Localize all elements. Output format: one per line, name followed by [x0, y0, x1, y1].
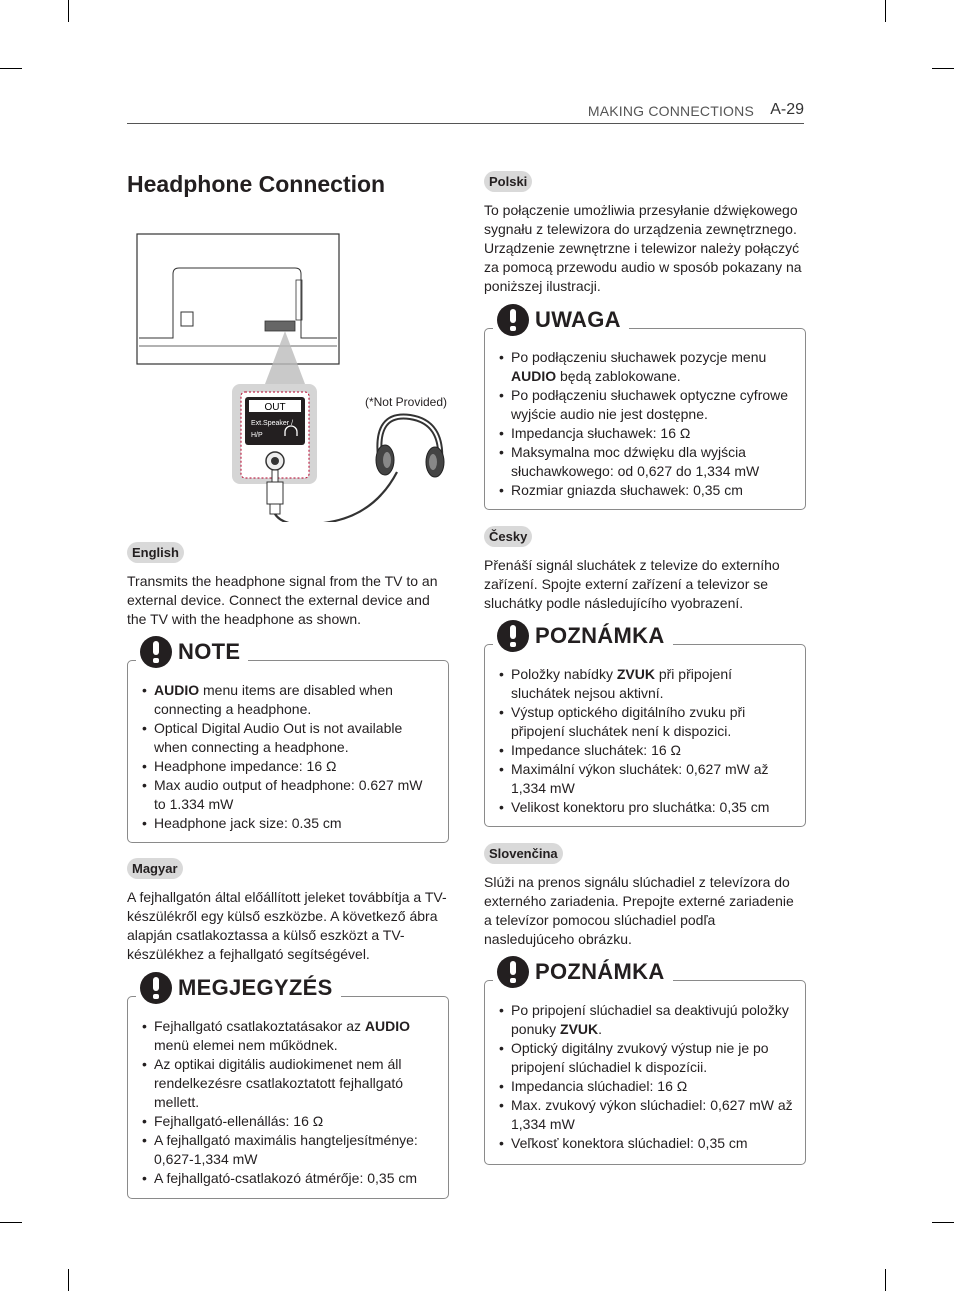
tv-back-panel-icon — [137, 234, 339, 384]
crop-mark — [0, 68, 22, 69]
slovencina-text: Slúži na prenos signálu slúchadiel z televízora do externého zariadenia. Prepojte externé zariadenie a televízor pomocou slúchadiel podľa nasledujúceho obrázku. — [484, 874, 794, 947]
note-header — [136, 637, 248, 667]
crop-mark — [68, 0, 69, 22]
port-hp-label: H/P — [251, 432, 263, 439]
exclamation-icon — [140, 972, 172, 1004]
port-panel-icon — [232, 384, 317, 484]
note-item: • Fejhallgató-ellenállás: 16 Ω — [142, 1112, 438, 1131]
note-item: • Impedancia slúchadiel: 16 Ω — [499, 1077, 795, 1096]
exclamation-icon — [140, 636, 172, 668]
crop-mark — [885, 0, 886, 22]
english-note-list — [142, 681, 438, 833]
note-item: • Max audio output of headphone: 0.627 mW to 1.334 mW — [142, 776, 438, 814]
note-item: • Maximální výkon sluchátek: 0,627 mW až 1,334 mW — [499, 760, 795, 798]
note-header — [493, 621, 673, 651]
note-item: • A fejhallgató-csatlakozó átmérője: 0,35 cm — [142, 1169, 438, 1188]
exclamation-icon — [497, 620, 529, 652]
headphone-connection-illustration — [135, 232, 450, 522]
lang-badge-slovencina: Slovenčina — [484, 843, 563, 864]
note-item: • Velikost konektoru pro sluchátka: 0,35 cm — [499, 798, 795, 817]
page-title: Headphone Connection — [127, 171, 386, 197]
port-ext-speaker-label: Ext.Speaker / — [251, 420, 294, 427]
headphones-icon — [376, 417, 444, 478]
note-item: • Headphone jack size: 0.35 cm — [142, 814, 438, 833]
port-out-label: OUT — [264, 402, 286, 413]
note-item: • A fejhallgató maximális hangteljesítménye: 0,627-1,334 mW — [142, 1131, 438, 1169]
note-item: • AUDIO menu items are disabled when connecting a headphone. — [142, 681, 438, 719]
section-title: MAKING CONNECTIONS — [587, 103, 754, 119]
note-item: • Impedancja słuchawek: 16 Ω — [499, 424, 795, 443]
note-item: • Optický digitálny zvukový výstup nie je po pripojení slúchadiel k dispozícii. — [499, 1039, 795, 1077]
exclamation-icon — [497, 956, 529, 988]
crop-mark — [68, 1269, 69, 1291]
note-item: • Fejhallgató csatlakoztatásakor az AUDIO menü elemei nem működnek. — [142, 1017, 438, 1055]
note-item: • Max. zvukový výkon slúchadiel: 0,627 mW až 1,334 mW — [499, 1096, 795, 1134]
note-item: • Výstup optického digitálního zvuku při připojení sluchátek není k dispozici. — [499, 703, 795, 741]
note-header — [136, 973, 341, 1003]
cesky-text: Přenáší signál sluchátek z televize do externího zařízení. Spojte externí zařízení a televizor se sluchátky podle následujícího vyobrazení. — [484, 557, 780, 611]
page-header — [127, 101, 804, 124]
note-item: • Impedance sluchátek: 16 Ω — [499, 741, 795, 760]
note-item: • Az optikai digitális audiokimenet nem áll rendelkezésre csatlakoztatott fejhallgató mellett. — [142, 1055, 438, 1112]
magyar-text: A fejhallgatón által előállított jeleket továbbítja a TV-készülékről egy külső eszközbe. A következő ábra alapján csatlakoztassa a külső eszközt a TV-készülékhez a fejhallgató segítségével. — [127, 889, 447, 962]
note-title: NOTE — [178, 639, 241, 664]
page-number: A-29 — [770, 101, 804, 118]
note-item: • Položky nabídky ZVUK při připojení sluchátek nejsou aktivní. — [499, 665, 795, 703]
lang-badge-polski: Polski — [484, 171, 532, 192]
lang-badge-cesky: Česky — [484, 526, 532, 547]
note-title: UWAGA — [535, 307, 621, 332]
polski-note-box — [484, 307, 806, 510]
polski-note-list — [499, 348, 795, 500]
crop-mark — [885, 1269, 886, 1291]
note-item: • Po podłączeniu słuchawek pozycje menu AUDIO będą zablokowane. — [499, 348, 795, 386]
slovencina-note-box — [484, 959, 806, 1165]
note-item: • Maksymalna moc dźwięku dla wyjścia słuchawkowego: od 0,627 do 1,334 mW — [499, 443, 795, 481]
english-text: Transmits the headphone signal from the TV to an external device. Connect the external device and the TV with the headphone as shown. — [127, 573, 438, 627]
note-title: POZNÁMKA — [535, 623, 665, 648]
lang-badge-magyar: Magyar — [127, 858, 183, 879]
note-title: MEGJEGYZÉS — [178, 975, 333, 1000]
cesky-note-list — [499, 665, 795, 817]
cesky-note-box — [484, 623, 806, 827]
note-item: • Optical Digital Audio Out is not available when connecting a headphone. — [142, 719, 438, 757]
magyar-note-box — [127, 975, 449, 1199]
crop-mark — [932, 68, 954, 69]
magyar-note-list — [142, 1017, 438, 1188]
polski-text: To połączenie umożliwia przesyłanie dźwiękowego sygnału z telewizora do urządzenia zewnętrznego. Urządzenie zewnętrzne i telewizor należy połączyć za pomocą przewodu audio w sposób pokazany na poniższej ilustracji. — [484, 202, 802, 294]
note-item: • Po podłączeniu słuchawek optyczne cyfrowe wyjście audio nie jest dostępne. — [499, 386, 795, 424]
slovencina-note-list — [499, 1001, 795, 1153]
lang-badge-english: English — [127, 542, 184, 563]
crop-mark — [932, 1222, 954, 1223]
note-header — [493, 957, 673, 987]
note-item: • Headphone impedance: 16 Ω — [142, 757, 438, 776]
crop-mark — [0, 1222, 22, 1223]
english-note-box — [127, 639, 449, 843]
note-title: POZNÁMKA — [535, 959, 665, 984]
note-header — [493, 305, 629, 335]
not-provided-label: (*Not Provided) — [364, 395, 447, 409]
exclamation-icon — [497, 304, 529, 336]
note-item: • Veľkosť konektora slúchadiel: 0,35 cm — [499, 1134, 795, 1153]
note-item: • Rozmiar gniazda słuchawek: 0,35 cm — [499, 481, 795, 500]
note-item: • Po pripojení slúchadiel sa deaktivujú položky ponuky ZVUK. — [499, 1001, 795, 1039]
